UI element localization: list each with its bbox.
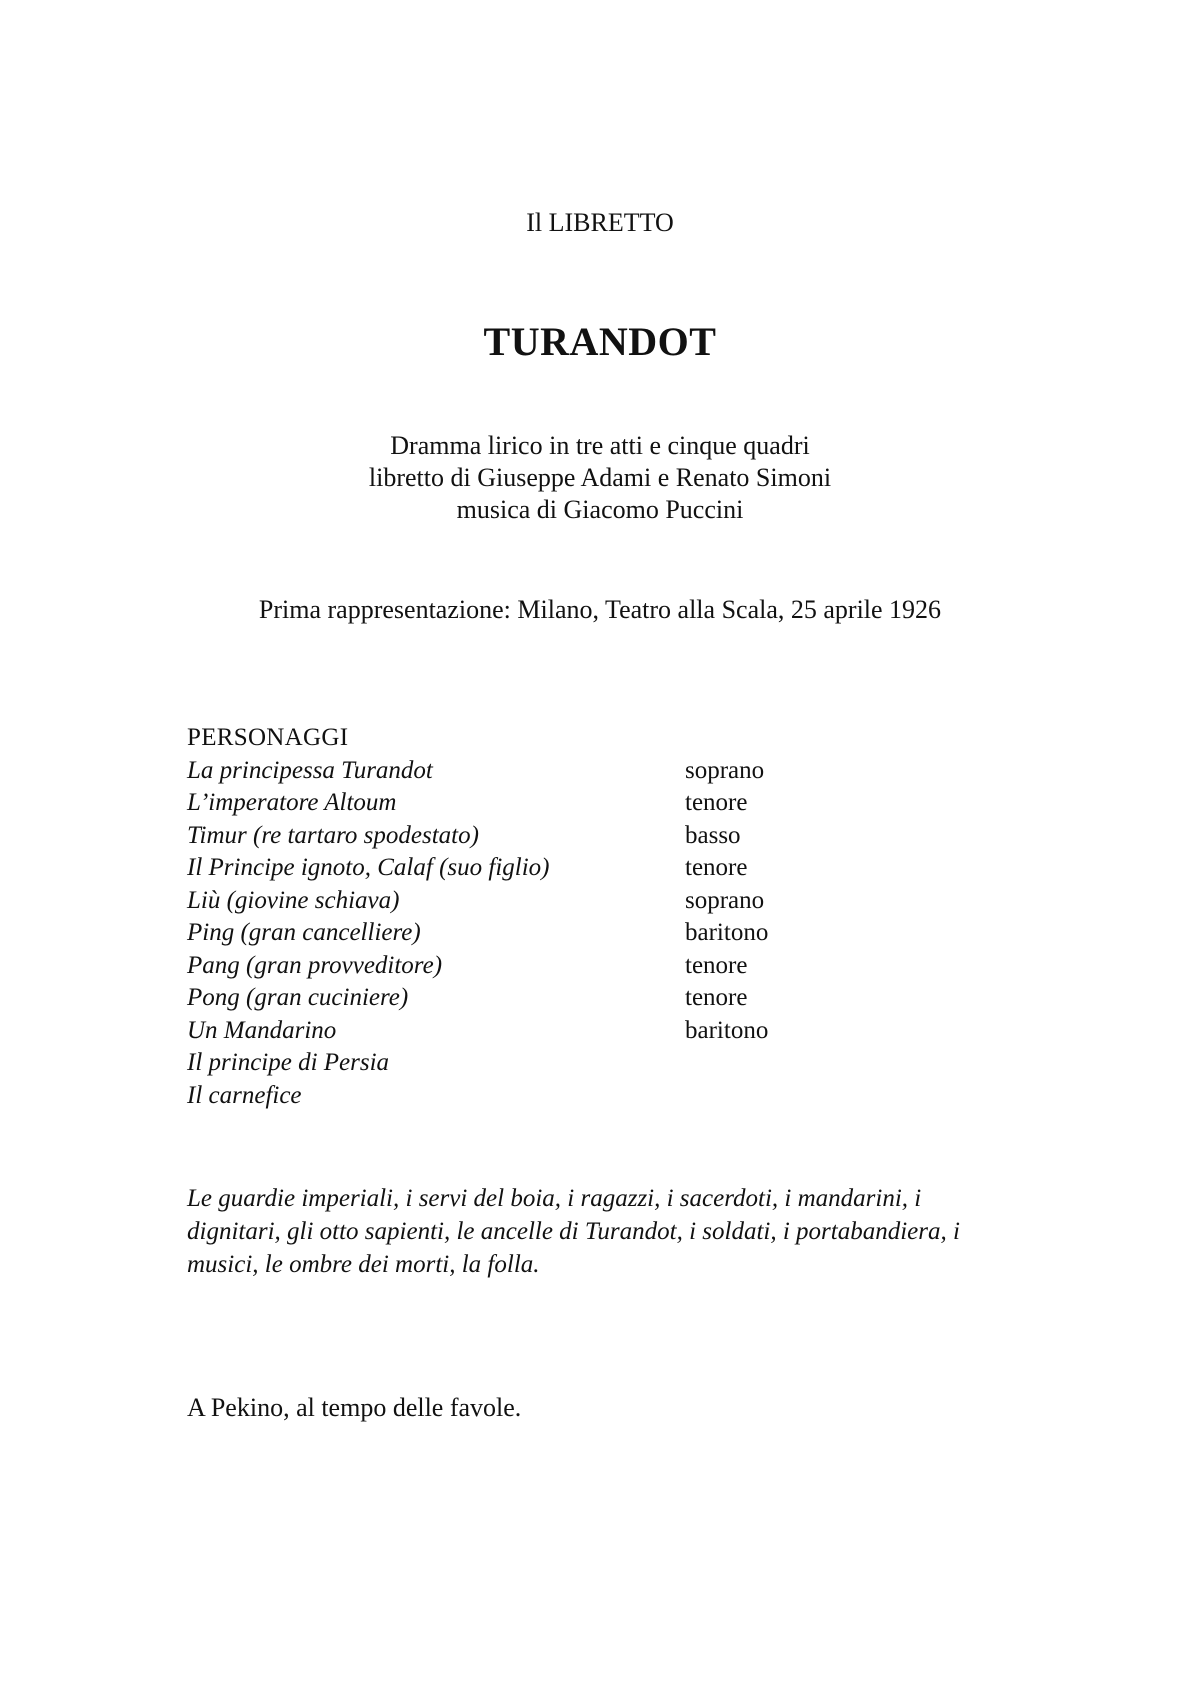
cast-role: Timur (re tartaro spodestato)	[187, 821, 479, 849]
cast-voice: soprano	[685, 886, 765, 914]
subtitle-line: libretto di Giuseppe Adami e Renato Simoni	[368, 463, 832, 492]
page-title: TURANDOT	[483, 319, 717, 364]
cast-role: La principessa Turandot	[187, 756, 433, 784]
cast-role: Liù (giovine schiava)	[187, 886, 400, 914]
cast-row	[187, 755, 765, 788]
cast-row	[187, 1080, 348, 1113]
cast-voice: soprano	[685, 756, 765, 784]
cast-voice: tenore	[685, 951, 748, 979]
cast-heading: PERSONAGGI	[187, 724, 349, 751]
chorus-paragraph	[187, 1182, 1067, 1281]
premiere-line: Prima rappresentazione: Milano, Teatro alla Scala, 25 aprile 1926	[258, 595, 942, 624]
cast-role: Ping (gran cancelliere)	[187, 919, 421, 946]
cast-voice: tenore	[685, 854, 748, 881]
cast-row	[187, 852, 748, 885]
cast-row	[187, 1015, 769, 1048]
cast-role: Pong (gran cuciniere)	[187, 984, 409, 1011]
cast-row	[187, 982, 748, 1015]
cast-role: Pang (gran provveditore)	[187, 951, 443, 979]
cast-voice: tenore	[685, 789, 748, 816]
cast-role: Il carnefice	[187, 1081, 302, 1109]
subtitle-line: Dramma lirico in tre atti e cinque quadri	[390, 431, 810, 460]
cast-row	[187, 885, 765, 918]
cast-role: Un Mandarino	[187, 1016, 337, 1044]
cast-list	[187, 722, 769, 1112]
cast-row	[187, 820, 741, 853]
cast-voice: tenore	[685, 984, 748, 1011]
page-header: Il LIBRETTO	[526, 208, 674, 237]
setting-line: A Pekino, al tempo delle favole.	[187, 1393, 522, 1422]
cast-voice: baritono	[685, 919, 769, 946]
cast-voice: basso	[685, 821, 741, 849]
chorus-line: Le guardie imperiali, i servi del boia, i ragazzi, i sacerdoti, i mandarini, i	[187, 1185, 922, 1212]
cast-row	[187, 917, 769, 950]
cast-role: L’imperatore Altoum	[187, 789, 397, 816]
cast-row	[187, 787, 748, 820]
cast-voice: baritono	[685, 1016, 769, 1044]
cast-row	[187, 950, 748, 983]
cast-role: Il principe di Persia	[187, 1049, 390, 1076]
chorus-line: musici, le ombre dei morti, la folla.	[187, 1251, 540, 1278]
subtitle-line: musica di Giacomo Puccini	[456, 495, 744, 524]
chorus-line: dignitari, gli otto sapienti, le ancelle di Turandot, i soldati, i portabandiera, i	[187, 1218, 960, 1245]
subtitle-block	[0, 430, 1200, 526]
cast-role: Il Principe ignoto, Calaf (suo figlio)	[187, 854, 550, 881]
cast-row	[187, 1047, 390, 1080]
